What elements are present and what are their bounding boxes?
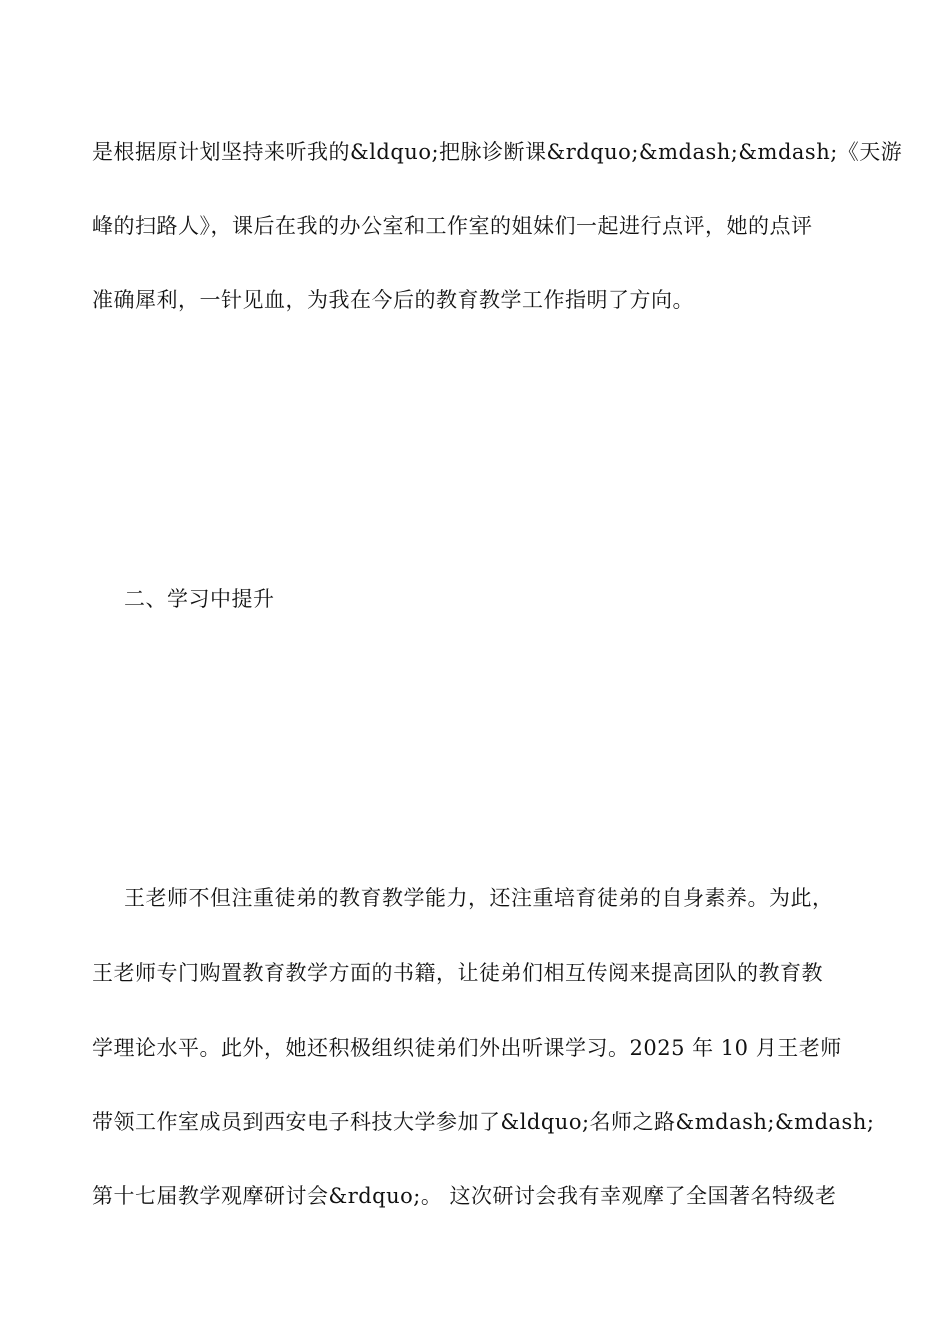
- paragraph-1-line-1: 是根据原计划坚持来听我的&ldquo;把脉诊断课&rdquo;&mdash;&mdash;《天游: [92, 140, 903, 164]
- section-heading: 二、学习中提升: [124, 587, 275, 611]
- paragraph-2-line-4: 带领工作室成员到西安电子科技大学参加了&ldquo;名师之路&mdash;&mdash;: [92, 1110, 875, 1134]
- paragraph-1-line-3: 准确犀利，一针见血，为我在今后的教育教学工作指明了方向。: [92, 288, 694, 312]
- paragraph-1-line-2: 峰的扫路人》，课后在我的办公室和工作室的姐妹们一起进行点评，她的点评: [92, 214, 813, 238]
- paragraph-2-line-1: 王老师不但注重徒弟的教育教学能力，还注重培育徒弟的自身素养。为此，: [124, 886, 834, 910]
- paragraph-2-line-5: 第十七届教学观摩研讨会&rdquo;。 这次研讨会我有幸观摩了全国著名特级老: [92, 1184, 837, 1208]
- paragraph-2-line-2: 王老师专门购置教育教学方面的书籍，让徒弟们相互传阅来提高团队的教育教: [92, 961, 823, 985]
- paragraph-2-line-3: 学理论水平。此外，她还积极组织徒弟们外出听课学习。2025 年 10 月王老师: [92, 1036, 842, 1060]
